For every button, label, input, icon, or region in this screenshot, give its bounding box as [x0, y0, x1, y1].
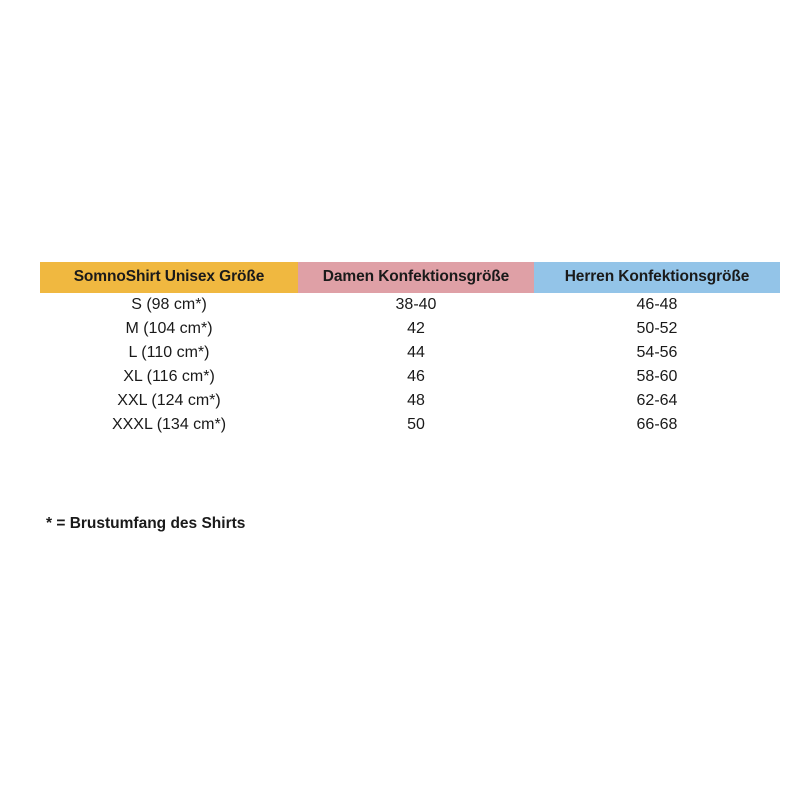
footnote-text: * = Brustumfang des Shirts — [46, 515, 246, 532]
cell-somnoshirt-size: L (110 cm*) — [128, 344, 210, 361]
cell-somnoshirt-size: M (104 cm*) — [125, 320, 213, 337]
cell-women-size: 38-40 — [395, 296, 437, 313]
cell-somnoshirt-size: S (98 cm*) — [131, 296, 207, 313]
cell-men-size: 62-64 — [636, 392, 678, 409]
column-header-women-size: Damen Konfektionsgröße — [298, 262, 534, 293]
table-row — [40, 293, 780, 317]
table-row — [40, 389, 780, 413]
column-header-somnoshirt-size: SomnoShirt Unisex Größe — [40, 262, 298, 293]
table-header — [40, 262, 780, 293]
cell-men-size: 66-68 — [636, 416, 678, 433]
cell-somnoshirt-size: XL (116 cm*) — [123, 368, 215, 385]
size-chart-table — [40, 262, 780, 437]
cell-women-size: 42 — [407, 320, 425, 337]
table-row — [40, 317, 780, 341]
table-body — [40, 293, 780, 437]
table-header-row — [40, 262, 780, 293]
cell-men-size: 58-60 — [636, 368, 678, 385]
table-row — [40, 341, 780, 365]
table-row — [40, 413, 780, 437]
column-header-men-size: Herren Konfektionsgröße — [534, 262, 780, 293]
cell-women-size: 46 — [407, 368, 425, 385]
cell-men-size: 50-52 — [636, 320, 678, 337]
table-row — [40, 365, 780, 389]
cell-women-size: 50 — [407, 416, 425, 433]
cell-somnoshirt-size: XXXL (134 cm*) — [111, 416, 227, 433]
cell-somnoshirt-size: XXL (124 cm*) — [117, 392, 221, 409]
cell-women-size: 44 — [407, 344, 425, 361]
cell-men-size: 46-48 — [636, 296, 678, 313]
cell-women-size: 48 — [407, 392, 425, 409]
cell-men-size: 54-56 — [636, 344, 678, 361]
